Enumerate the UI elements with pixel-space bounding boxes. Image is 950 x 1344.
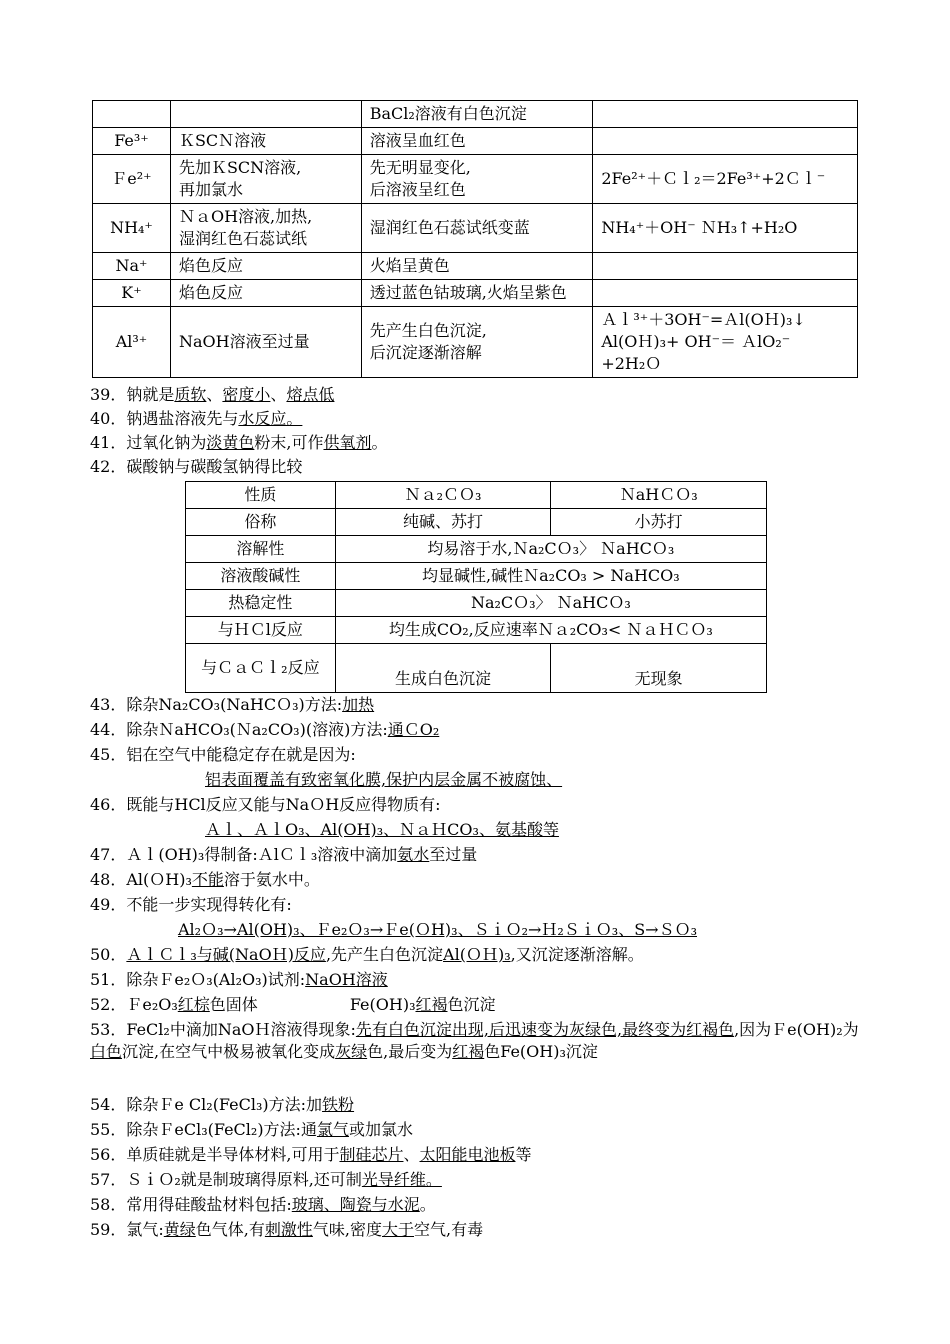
item-56: 56．单质硅就是半导体材料,可用于制硅芯片、太阳能电池板等 [90,1145,532,1164]
compare-cell: 纯碱、苏打 [335,509,551,536]
ion-cell-equation [593,101,858,128]
compare-cell: 溶液酸碱性 [186,563,336,590]
ion-cell-equation: 2Fe²⁺＋Ｃｌ₂＝2Fe³⁺+2Ｃｌ⁻ [593,155,858,204]
ion-cell-phenomenon: 火焰呈黄色 [361,253,593,280]
ion-cell-equation [593,253,858,280]
item-55: 55．除杂ＦeCl₃(FeCl₂)方法:通氯气或加氯水 [90,1120,413,1139]
compare-header-row [186,482,767,509]
ion-cell-ion [93,101,171,128]
compare-row [186,644,767,693]
ion-cell-reagent: 焰色反应 [170,280,361,307]
item-54: 54．除杂Ｆe Cl₂(FeCl₃)方法:加铁粉 [90,1095,355,1114]
ion-cell-reagent [170,101,361,128]
ion-row [93,128,858,155]
ion-cell-phenomenon: BaCl₂溶液有白色沉淀 [361,101,593,128]
ion-row [93,280,858,307]
compare-row [186,590,767,617]
compare-cell: 均生成CO₂,反应速率Ｎａ₂CO₃< ＮａＨＣＯ₃ [335,617,766,644]
item-59: 59．氯气:黄绿色气体,有刺激性气味,密度大于空气,有毒 [90,1220,484,1239]
ion-cell-ion: Na⁺ [93,253,171,280]
ion-cell-phenomenon: 先产生白色沉淀, 后沉淀逐渐溶解 [361,307,593,378]
compare-cell: 无现象 [551,644,767,693]
ion-cell-equation: Ａｌ³⁺＋3OH⁻=Ａl(OＨ)₃↓ Al(OＨ)₃+ OH⁻＝ ＡlO₂⁻ +2H₂Ｏ [593,307,858,378]
item-49-answer: Al₂Ｏ₃→Al(OH)₃、Ｆe₂Ｏ₃→Ｆe(ＯH)₃、ＳｉＯ₂→Ｈ₂ＳｉＯ₃、S→ＳＯ₃ [178,920,698,939]
item-39: 39．钠就是质软、密度小、熔点低 [90,385,335,404]
item-46-answer: Ａｌ、ＡｌO₃、Al(OH)₃、ＮａＨCO₃、氨基酸等 [205,820,559,839]
ion-row [93,155,858,204]
ion-cell-equation: NH₄⁺＋OH⁻ ＮH₃↑+H₂O [593,204,858,253]
item-53: 53．FeCl₂中滴加NaOＨ溶液得现象:先有白色沉淀出现,后迅速变为灰绿色,最终变为红褐色,因为Ｆe(OH)₂为白色沉淀,在空气中极易被氧化变成灰绿色,最后变为红褐色Fe(OH)₃沉淀 [90,1020,859,1061]
compare-cell: 溶解性 [186,536,336,563]
compare-cell: 均显碱性,碱性Ｎa₂CO₃ > NaHCO₃ [335,563,766,590]
item-51: 51．除杂Ｆe₂Ｏ₃(Al₂O₃)试剂:NaOH溶液 [90,970,388,989]
item-58: 58．常用得硅酸盐材料包括:玻璃、陶瓷与水泥。 [90,1195,436,1214]
compare-cell: ＮaHＣＯ₃ [551,482,767,509]
compare-row [186,563,767,590]
item-41: 41．过氧化钠为淡黄色粉末,可作供氧剂。 [90,433,388,452]
item-52: 52．Ｆe₂O₃红棕色固体 Fe(OH)₃红褐色沉淀 [90,995,496,1014]
ion-cell-reagent: ＮａOH溶液,加热, 湿润红色石蕊试纸 [170,204,361,253]
ion-cell-phenomenon: 溶液呈血红色 [361,128,593,155]
item-44: 44．除杂ＮaHCO₃(Ｎa₂CO₃)(溶液)方法:通ＣO₂ [90,720,440,739]
ion-cell-reagent: ＫSCＮ溶液 [170,128,361,155]
ion-row [93,101,858,128]
item-42: 42．碳酸钠与碳酸氢钠得比较 [90,457,303,476]
ion-cell-reagent: 焰色反应 [170,253,361,280]
compare-cell: Na₂CＯ₃〉 ＮaHCＯ₃ [335,590,766,617]
ion-cell-equation [593,280,858,307]
item-46: 46．既能与HCl反应又能与NaＯH反应得物质有: [90,795,441,814]
compare-cell: 与ＨＣl反应 [186,617,336,644]
item-47: 47．Ａｌ(OH)₃得制备:ＡlＣｌ₃溶液中滴加氨水至过量 [90,845,478,864]
ion-row [93,204,858,253]
compare-row [186,536,767,563]
ion-cell-ion: Ｆe²⁺ [93,155,171,204]
item-45-answer: 铝表面覆盖有致密氧化膜,保护内层金属不被腐蚀、 [205,770,563,789]
compare-row [186,509,767,536]
item-45: 45．铝在空气中能稳定存在就是因为: [90,745,356,764]
item-50: 50．ＡｌＣｌ₃与碱(NaOＨ)反应,先产生白色沉淀Al(ＯＨ)₃,又沉淀逐渐溶解。 [90,945,644,964]
ion-cell-phenomenon: 湿润红色石蕊试纸变蓝 [361,204,593,253]
compare-cell: 性质 [186,482,336,509]
ion-cell-reagent: 先加ＫSCN溶液, 再加氯水 [170,155,361,204]
compare-cell: 俗称 [186,509,336,536]
ion-cell-ion: NH₄⁺ [93,204,171,253]
compare-cell: 生成白色沉淀 [335,644,551,693]
ion-cell-equation [593,128,858,155]
compare-row [186,617,767,644]
compare-cell: 热稳定性 [186,590,336,617]
item-49: 49．不能一步实现得转化有: [90,895,292,914]
compare-cell: 均易溶于水,Ｎa₂CＯ₃〉 ＮaHCＯ₃ [335,536,766,563]
ion-cell-phenomenon: 先无明显变化, 后溶液呈红色 [361,155,593,204]
ion-row [93,307,858,378]
item-57: 57．ＳｉＯ₂就是制玻璃得原料,还可制光导纤维。 [90,1170,442,1189]
compare-cell: 小苏打 [551,509,767,536]
item-43: 43．除杂Na₂CO₃(NaHCＯ₃)方法:加热 [90,695,375,714]
ion-cell-phenomenon: 透过蓝色钴玻璃,火焰呈紫色 [361,280,593,307]
ion-cell-ion: Al³⁺ [93,307,171,378]
item-40: 40．钠遇盐溶液先与水反应。 [90,409,303,428]
ion-test-table [92,100,858,378]
ion-cell-reagent: NaOH溶液至过量 [170,307,361,378]
item-48: 48．Al(ＯH)₃不能溶于氨水中。 [90,870,320,889]
compare-cell: 与ＣａＣｌ₂反应 [186,644,336,693]
compare-cell: Ｎａ₂ＣＯ₃ [335,482,551,509]
carbonate-compare-table [185,481,767,693]
ion-cell-ion: Fe³⁺ [93,128,171,155]
ion-cell-ion: K⁺ [93,280,171,307]
ion-row [93,253,858,280]
